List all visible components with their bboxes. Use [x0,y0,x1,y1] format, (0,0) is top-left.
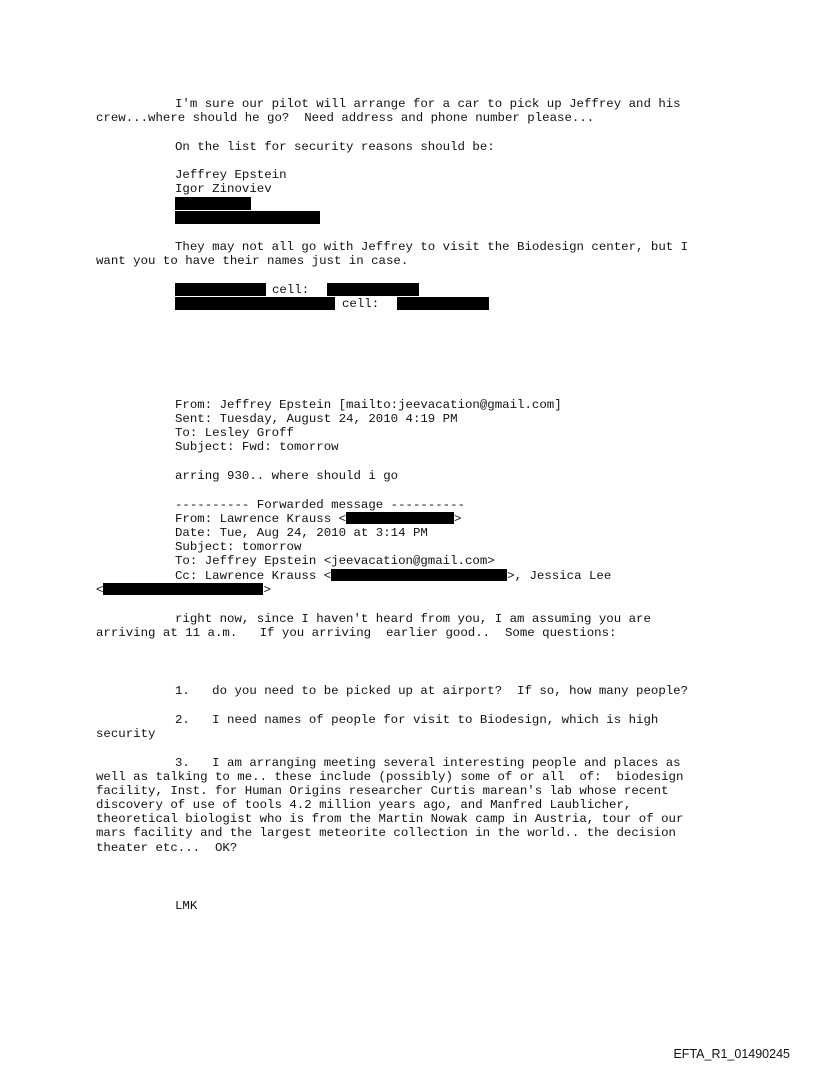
question-2-continuation: security [96,727,156,741]
redaction-block [331,569,507,581]
question-3-line: well as talking to me.. these include (possibly) some of or all of: biodesign [96,770,684,784]
question-1: 1. do you need to be picked up at airport? If so, how many people? [175,684,689,698]
message-line: arriving at 11 a.m. If you arriving earlier good.. Some questions: [96,626,617,640]
cc-open-bracket: < [96,583,104,597]
question-2: 2. I need names of people for visit to Biodesign, which is high [175,713,659,727]
forwarded-to: To: Jeffrey Epstein <jeevacation@gmail.com> [175,554,495,568]
forwarded-from-suffix: > [454,512,462,526]
body-paragraph-line: On the list for security reasons should be: [175,140,495,154]
question-3-line: mars facility and the largest meteorite collection in the world.. the decision [96,826,676,840]
redaction-block [175,211,320,224]
body-paragraph-line: I'm sure our pilot will arrange for a car to pick up Jeffrey and his [175,97,681,111]
redaction-block [327,283,419,296]
redaction-block [346,512,454,524]
forwarded-separator: ---------- Forwarded message ---------- [175,498,465,512]
forwarded-cc-continuation [96,583,271,597]
message-line: right now, since I haven't heard from you, I am assuming you are [175,612,651,626]
redaction-block [397,297,489,310]
body-paragraph-line: crew...where should he go? Need address and phone number please... [96,111,595,125]
forwarded-from-text: From: Lawrence Krauss < [175,512,347,526]
question-3-line: theater etc... OK? [96,841,238,855]
list-name: Igor Zinoviev [175,182,272,196]
redaction-block [175,297,335,310]
cc-close-bracket: > [263,583,271,597]
redaction-block [175,283,266,296]
redaction-block [175,197,251,210]
forwarded-from [175,512,461,526]
signoff: LMK [175,899,198,913]
forwarded-cc [175,569,611,583]
forwarded-subject: Subject: tomorrow [175,540,302,554]
email-to: To: Lesley Groff [175,426,294,440]
question-3-line: theoretical biologist who is from the Martin Nowak camp in Austria, tour of our [96,812,684,826]
question-3-line: discovery of use of tools 4.2 million years ago, and Manfred Laublicher, [96,798,632,812]
question-3: 3. I am arranging meeting several interesting people and places as [175,756,681,770]
email-subject: Subject: Fwd: tomorrow [175,440,339,454]
email-from: From: Jeffrey Epstein [mailto:jeevacation@gmail.com] [175,398,562,412]
redaction-block [103,583,263,595]
email-sent: Sent: Tuesday, August 24, 2010 4:19 PM [175,412,458,426]
list-name: Jeffrey Epstein [175,168,287,182]
forwarded-cc-text: Cc: Lawrence Krauss < [175,569,332,583]
bates-number: EFTA_R1_01490245 [673,1047,790,1061]
cell-label: cell: [342,297,380,311]
forwarded-date: Date: Tue, Aug 24, 2010 at 3:14 PM [175,526,428,540]
body-paragraph-line: want you to have their names just in case. [96,254,409,268]
cell-label: cell: [272,283,310,297]
body-paragraph-line: They may not all go with Jeffrey to visit the Biodesign center, but I [175,240,689,254]
email-message: arring 930.. where should i go [175,469,399,483]
question-3-line: facility, Inst. for Human Origins researcher Curtis marean's lab whose recent [96,784,669,798]
forwarded-cc-suffix: >, Jessica Lee [507,569,612,583]
